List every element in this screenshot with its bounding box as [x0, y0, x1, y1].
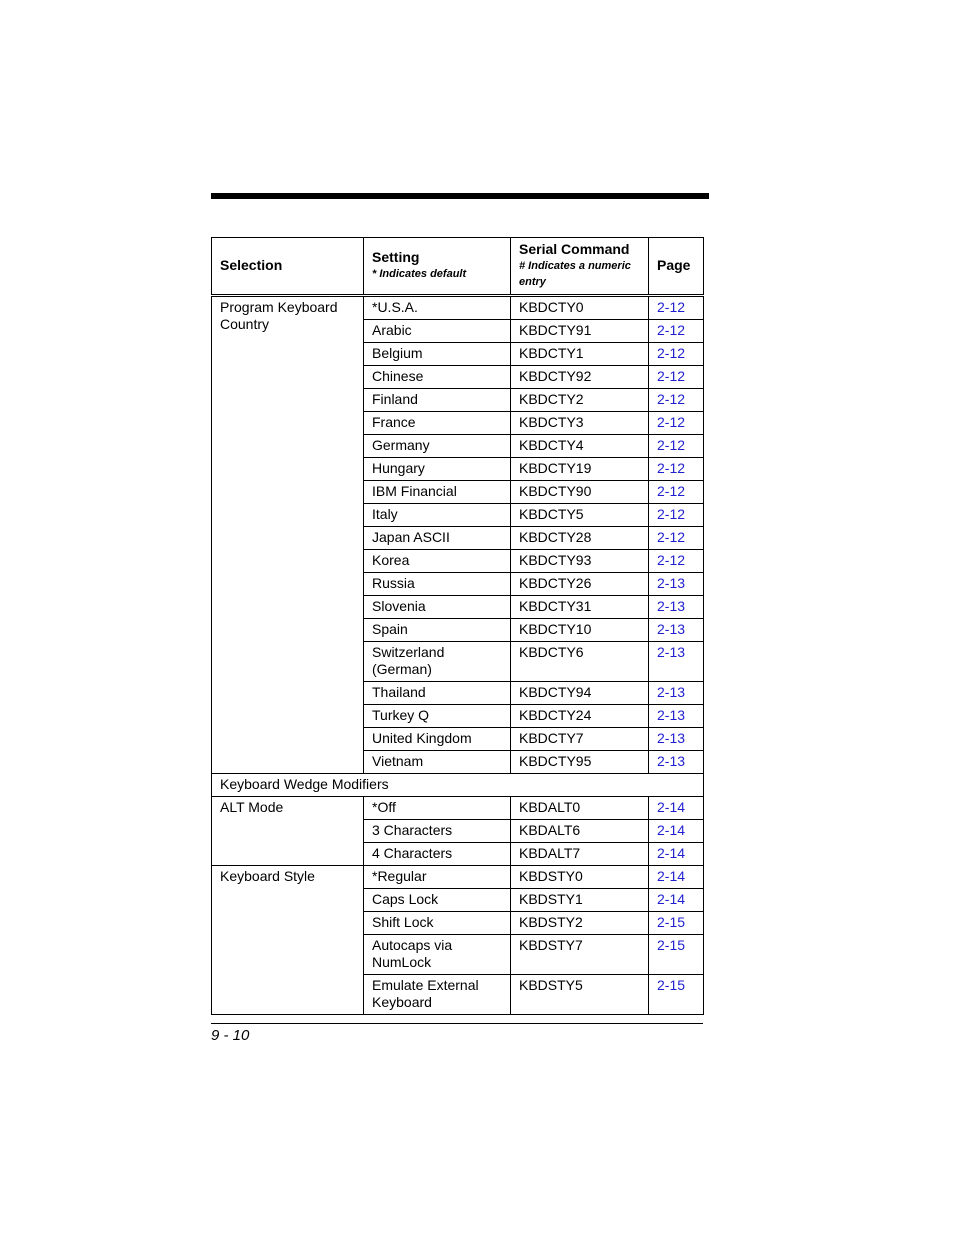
setting-cell: Italy — [364, 504, 511, 527]
page-cell — [649, 366, 704, 389]
section-heading: Keyboard Wedge Modifiers — [212, 774, 704, 797]
table-header-row — [212, 238, 704, 296]
setting-cell: *Off — [364, 797, 511, 820]
serial-command-cell: KBDCTY5 — [511, 504, 649, 527]
serial-command-cell: KBDCTY92 — [511, 366, 649, 389]
serial-command-cell: KBDCTY24 — [511, 705, 649, 728]
serial-command-cell: KBDSTY0 — [511, 866, 649, 889]
setting-cell: *U.S.A. — [364, 296, 511, 320]
header-selection: Selection — [212, 238, 364, 296]
selection-cell: Keyboard Style — [212, 866, 364, 1015]
setting-cell: France — [364, 412, 511, 435]
setting-cell: Slovenia — [364, 596, 511, 619]
page-number: 9 - 10 — [211, 1027, 250, 1044]
page-cell — [649, 975, 704, 1015]
serial-command-cell: KBDCTY91 — [511, 320, 649, 343]
page-cell — [649, 343, 704, 366]
page-link[interactable]: 2-14 — [657, 845, 686, 861]
serial-command-cell: KBDCTY28 — [511, 527, 649, 550]
serial-command-cell: KBDSTY7 — [511, 935, 649, 975]
page-link[interactable]: 2-13 — [657, 707, 686, 723]
page-link[interactable]: 2-14 — [657, 868, 686, 884]
serial-command-cell: KBDALT6 — [511, 820, 649, 843]
page-cell — [649, 389, 704, 412]
setting-cell: Autocaps via NumLock — [364, 935, 511, 975]
setting-cell: Germany — [364, 435, 511, 458]
serial-command-cell: KBDCTY19 — [511, 458, 649, 481]
page-cell — [649, 619, 704, 642]
setting-cell: 3 Characters — [364, 820, 511, 843]
selection-cell: Program Keyboard Country — [212, 296, 364, 774]
page-link[interactable]: 2-13 — [657, 644, 686, 660]
page-link[interactable]: 2-12 — [657, 552, 686, 568]
page-link[interactable]: 2-12 — [657, 437, 686, 453]
page-link[interactable]: 2-12 — [657, 368, 686, 384]
setting-cell: 4 Characters — [364, 843, 511, 866]
page-link[interactable]: 2-14 — [657, 891, 686, 907]
header-serial-note: # Indicates a numeric entry — [519, 260, 631, 288]
setting-cell: Chinese — [364, 366, 511, 389]
page-link[interactable]: 2-13 — [657, 598, 686, 614]
page-link[interactable]: 2-15 — [657, 914, 686, 930]
setting-cell: Turkey Q — [364, 705, 511, 728]
page-link[interactable]: 2-12 — [657, 345, 686, 361]
table-body — [212, 296, 704, 1015]
serial-command-cell: KBDCTY3 — [511, 412, 649, 435]
page-cell — [649, 912, 704, 935]
page-cell — [649, 682, 704, 705]
page-cell — [649, 820, 704, 843]
page-cell — [649, 751, 704, 774]
setting-cell: Emulate External Keyboard — [364, 975, 511, 1015]
footer-rule — [211, 1023, 703, 1024]
page-cell — [649, 728, 704, 751]
page-cell — [649, 797, 704, 820]
table-row — [212, 866, 704, 889]
setting-cell: Russia — [364, 573, 511, 596]
page-link[interactable]: 2-15 — [657, 977, 686, 993]
header-setting: Setting * Indicates default — [364, 238, 511, 296]
setting-cell: Spain — [364, 619, 511, 642]
page-cell — [649, 320, 704, 343]
setting-cell: Thailand — [364, 682, 511, 705]
page-link[interactable]: 2-13 — [657, 753, 686, 769]
page-cell — [649, 935, 704, 975]
serial-command-cell: KBDCTY94 — [511, 682, 649, 705]
page-link[interactable]: 2-14 — [657, 799, 686, 815]
page-cell — [649, 435, 704, 458]
selection-cell: ALT Mode — [212, 797, 364, 866]
serial-command-cell: KBDSTY1 — [511, 889, 649, 912]
setting-cell: Korea — [364, 550, 511, 573]
page-link[interactable]: 2-13 — [657, 621, 686, 637]
serial-command-cell: KBDCTY6 — [511, 642, 649, 682]
serial-command-cell: KBDSTY2 — [511, 912, 649, 935]
header-serial-command: Serial Command # Indicates a numeric entry — [511, 238, 649, 296]
setting-cell: Arabic — [364, 320, 511, 343]
serial-command-cell: KBDCTY95 — [511, 751, 649, 774]
page-link[interactable]: 2-13 — [657, 575, 686, 591]
setting-cell: United Kingdom — [364, 728, 511, 751]
serial-command-cell: KBDCTY0 — [511, 296, 649, 320]
serial-command-table — [211, 237, 704, 1015]
page-link[interactable]: 2-12 — [657, 483, 686, 499]
setting-cell: Caps Lock — [364, 889, 511, 912]
serial-command-cell: KBDCTY31 — [511, 596, 649, 619]
page-link[interactable]: 2-12 — [657, 391, 686, 407]
page-cell — [649, 504, 704, 527]
page-link[interactable]: 2-12 — [657, 460, 686, 476]
serial-command-cell: KBDCTY90 — [511, 481, 649, 504]
page-link[interactable]: 2-12 — [657, 506, 686, 522]
page-cell — [649, 705, 704, 728]
page-cell — [649, 642, 704, 682]
page-link[interactable]: 2-14 — [657, 822, 686, 838]
page-link[interactable]: 2-15 — [657, 937, 686, 953]
page-cell — [649, 296, 704, 320]
table-row — [212, 797, 704, 820]
serial-command-cell: KBDCTY26 — [511, 573, 649, 596]
serial-command-cell: KBDCTY1 — [511, 343, 649, 366]
page-cell — [649, 889, 704, 912]
setting-cell: Hungary — [364, 458, 511, 481]
page-link[interactable]: 2-13 — [657, 730, 686, 746]
serial-command-cell: KBDCTY2 — [511, 389, 649, 412]
section-row — [212, 774, 704, 797]
page-link[interactable]: 2-12 — [657, 299, 686, 315]
setting-cell: *Regular — [364, 866, 511, 889]
page-cell — [649, 573, 704, 596]
serial-command-cell: KBDCTY93 — [511, 550, 649, 573]
serial-command-cell: KBDCTY10 — [511, 619, 649, 642]
page-cell — [649, 843, 704, 866]
setting-cell: Finland — [364, 389, 511, 412]
page-link[interactable]: 2-12 — [657, 322, 686, 338]
setting-cell: Vietnam — [364, 751, 511, 774]
page-link[interactable]: 2-12 — [657, 414, 686, 430]
page-cell — [649, 550, 704, 573]
page-link[interactable]: 2-12 — [657, 529, 686, 545]
page-cell — [649, 458, 704, 481]
table-row — [212, 296, 704, 320]
setting-cell: Japan ASCII — [364, 527, 511, 550]
serial-command-cell: KBDCTY4 — [511, 435, 649, 458]
serial-command-cell: KBDALT0 — [511, 797, 649, 820]
page-cell — [649, 596, 704, 619]
setting-cell: Shift Lock — [364, 912, 511, 935]
page-cell — [649, 481, 704, 504]
header-page: Page — [649, 238, 704, 296]
setting-cell: IBM Financial — [364, 481, 511, 504]
top-rule — [211, 193, 709, 199]
page-link[interactable]: 2-13 — [657, 684, 686, 700]
setting-cell: Belgium — [364, 343, 511, 366]
page-cell — [649, 527, 704, 550]
header-setting-note: * Indicates default — [372, 268, 467, 280]
page-cell — [649, 412, 704, 435]
setting-cell: Switzerland (German) — [364, 642, 511, 682]
serial-command-cell: KBDALT7 — [511, 843, 649, 866]
serial-command-cell: KBDCTY7 — [511, 728, 649, 751]
serial-command-cell: KBDSTY5 — [511, 975, 649, 1015]
page-cell — [649, 866, 704, 889]
